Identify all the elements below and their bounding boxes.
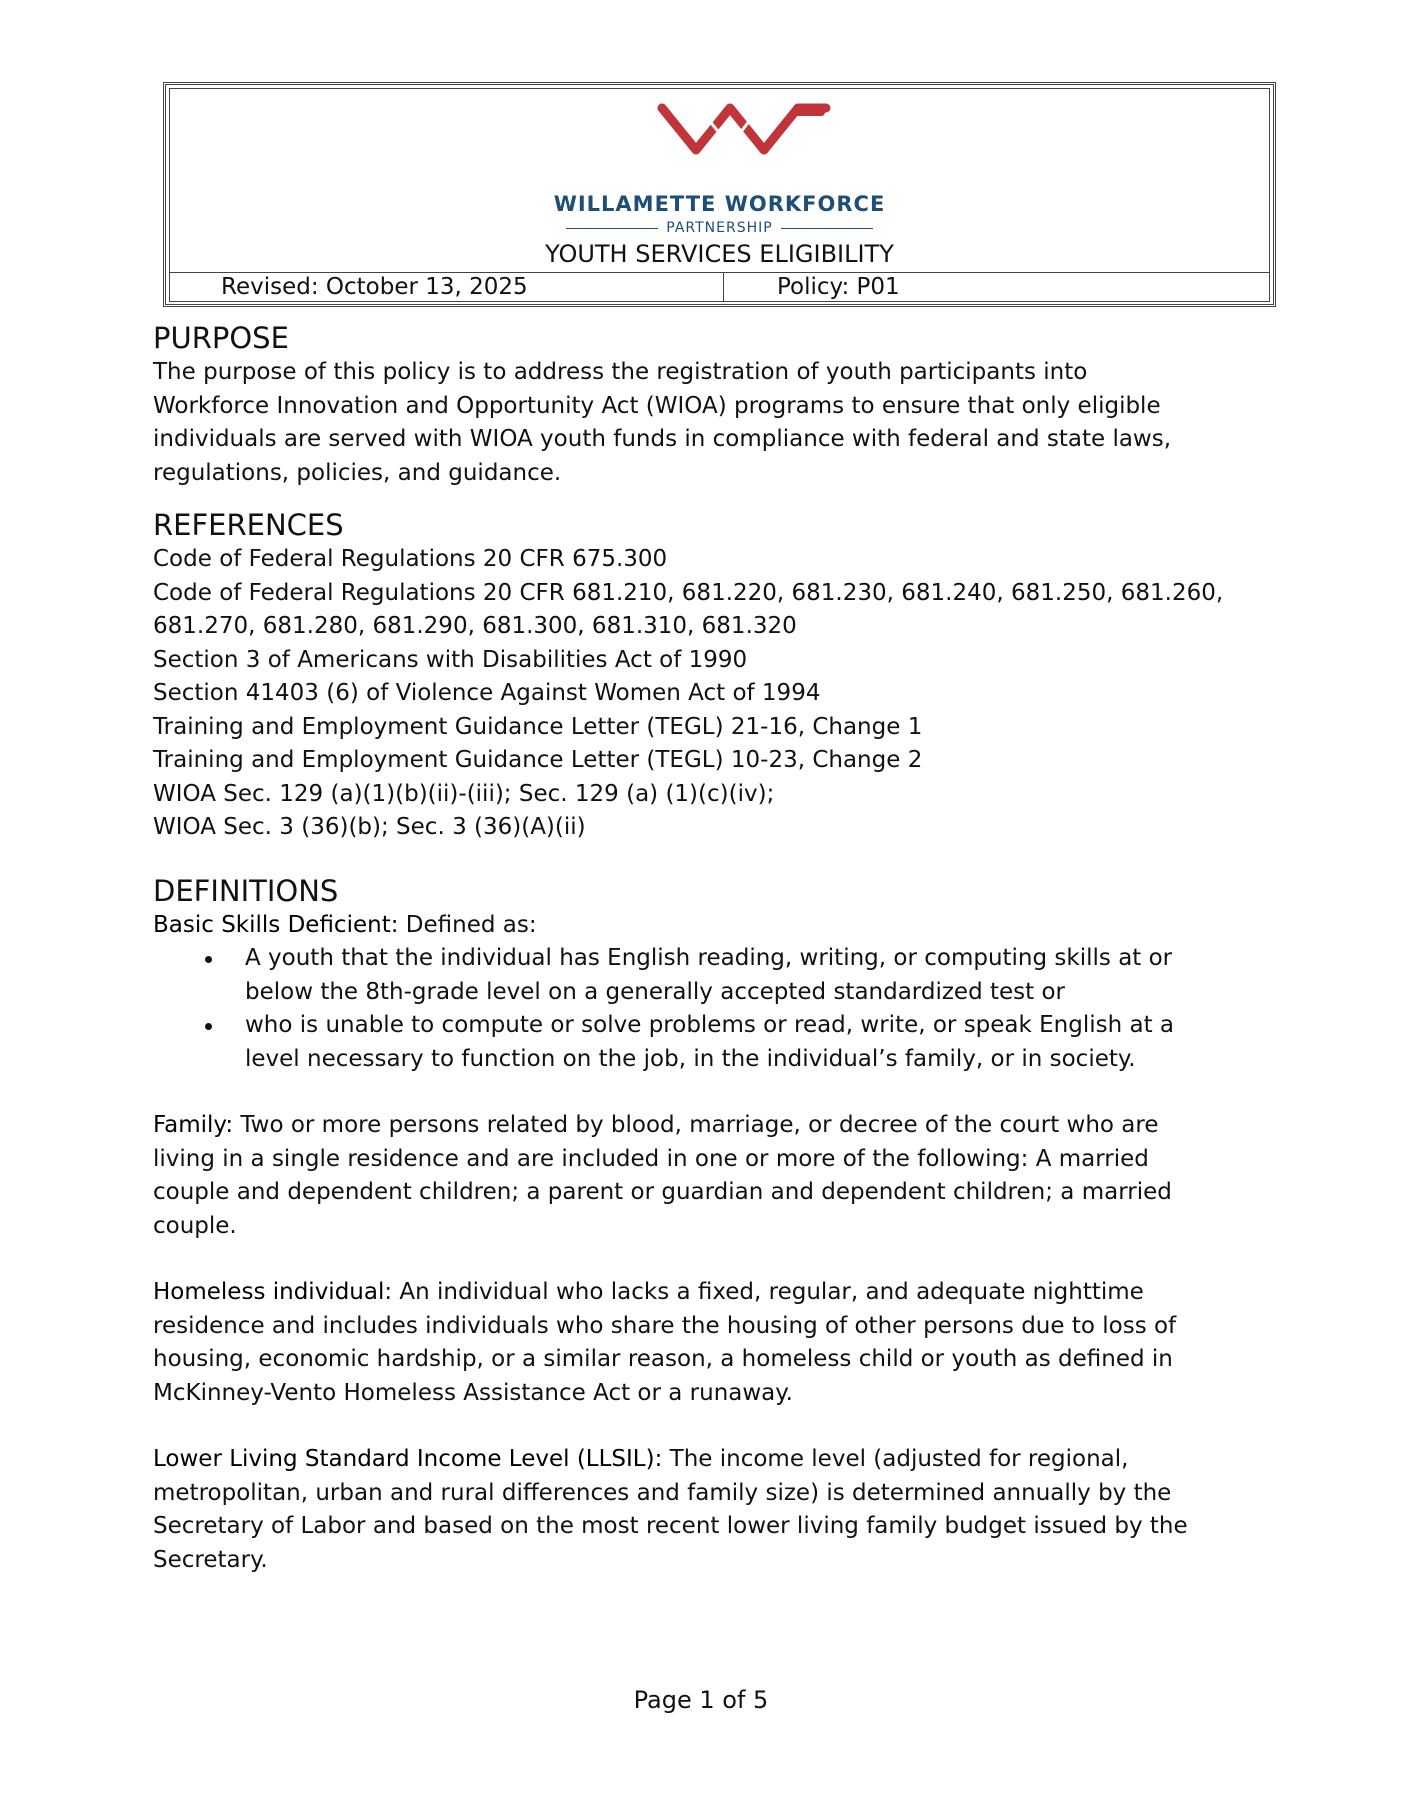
definition-text: Defined as:: [398, 911, 537, 938]
text-line: The purpose of this policy is to address the registration of youth participants into: [153, 359, 1088, 385]
definition-term: Family:: [153, 1112, 234, 1138]
text-line: [153, 1443, 1263, 1477]
reference-item: WIOA Sec. 3 (36)(b); Sec. 3 (36)(A)(ii): [153, 814, 586, 840]
ww-chevron-logo-icon: [654, 94, 834, 164]
text-line: Secretary.: [153, 1546, 268, 1573]
definition-homeless: [153, 1276, 1263, 1410]
text-line: regulations, policies, and guidance.: [153, 459, 562, 486]
definitions-heading: DEFINITIONS: [153, 873, 339, 908]
reference-item: Training and Employment Guidance Letter (TEGL) 21-16, Change 1: [153, 713, 923, 740]
definition-family: [153, 1109, 1263, 1243]
text-line: level necessary to function on the job, in the individual’s family, or in society.: [245, 1045, 1136, 1072]
text-line: metropolitan, urban and rural differences and family size) is determined annually by the: [153, 1479, 1172, 1506]
text-line: [153, 1109, 1263, 1143]
org-subtitle: PARTNERSHIP: [666, 220, 773, 236]
policy-number: Policy: P01: [724, 272, 1270, 302]
divider: [566, 228, 658, 229]
text-line: A youth that the individual has English reading, writing, or computing skills at or: [245, 945, 1173, 971]
document-body: [153, 320, 1263, 1577]
bullet-icon: [205, 956, 212, 963]
text-line: living in a single residence and are included in one or more of the following: A married: [153, 1145, 1149, 1172]
text-line: Workforce Innovation and Opportunity Act (WIOA) programs to ensure that only eligible: [153, 392, 1161, 419]
definition-term: Basic Skills Deficient:: [153, 911, 399, 938]
reference-item: Section 41403 (6) of Violence Against Women Act of 1994: [153, 680, 821, 706]
text-line: below the 8th-grade level on a generally accepted standardized test or: [245, 978, 1065, 1005]
reference-item: WIOA Sec. 129 (a)(1)(b)(ii)-(iii); Sec. 129 (a) (1)(c)(iv);: [153, 780, 775, 807]
reference-item: 681.270, 681.280, 681.290, 681.300, 681.310, 681.320: [153, 613, 797, 639]
bullet-item: [153, 942, 1263, 1009]
text-line: residence and includes individuals who share the housing of other persons due to loss of: [153, 1312, 1177, 1339]
org-name: WILLAMETTE WORKFORCE: [553, 192, 886, 216]
reference-item: Training and Employment Guidance Letter (TEGL) 10-23, Change 2: [153, 747, 923, 773]
definition-llsil: [153, 1443, 1263, 1577]
basic-skills-bullets: [153, 942, 1263, 1076]
logo-area: [169, 88, 1270, 273]
text-line: couple.: [153, 1212, 237, 1239]
purpose-heading: PURPOSE: [153, 321, 289, 355]
definition-basic-skills: [153, 909, 1263, 943]
definition-term: Lower Living Standard Income Level (LLSIL):: [153, 1446, 663, 1472]
definition-text: Two or more persons related by blood, marriage, or decree of the court who are: [233, 1112, 1159, 1138]
revised-date: Revised: October 13, 2025: [169, 272, 724, 302]
meta-row: [169, 272, 1270, 302]
document-title: YOUTH SERVICES ELIGIBILITY: [545, 240, 894, 268]
text-line: [153, 1276, 1263, 1310]
reference-item: Code of Federal Regulations 20 CFR 675.300: [153, 546, 668, 572]
definition-term: Homeless individual: [153, 1279, 385, 1305]
bullet-item: [153, 1009, 1263, 1076]
definition-text: The income level (adjusted for regional,: [662, 1446, 1129, 1472]
text-line: individuals are served with WIOA youth funds in compliance with federal and state laws,: [153, 426, 1172, 452]
org-subtitle-row: [170, 220, 1269, 236]
references-list: [153, 543, 1263, 845]
reference-item: Code of Federal Regulations 20 CFR 681.210, 681.220, 681.230, 681.240, 681.250, 681.260,: [153, 579, 1224, 606]
bullet-icon: [205, 1023, 212, 1030]
reference-item: Section 3 of Americans with Disabilities Act of 1990: [153, 646, 748, 673]
definition-text: : An individual who lacks a fixed, regular, and adequate nighttime: [384, 1279, 1144, 1305]
page-number: Page 1 of 5: [633, 1686, 769, 1714]
text-line: McKinney-Vento Homeless Assistance Act or a runaway.: [153, 1379, 793, 1406]
text-line: housing, economic hardship, or a similar reason, a homeless child or youth as defined in: [153, 1346, 1173, 1372]
references-heading: REFERENCES: [153, 508, 344, 542]
text-line: couple and dependent children; a parent or guardian and dependent children; a married: [153, 1179, 1172, 1205]
text-line: who is unable to compute or solve problems or read, write, or speak English at a: [245, 1012, 1175, 1038]
text-line: Secretary of Labor and based on the most recent lower living family budget issued by the: [153, 1513, 1188, 1539]
divider: [781, 228, 873, 229]
purpose-text: [153, 356, 1263, 490]
policy-header: [163, 82, 1276, 307]
